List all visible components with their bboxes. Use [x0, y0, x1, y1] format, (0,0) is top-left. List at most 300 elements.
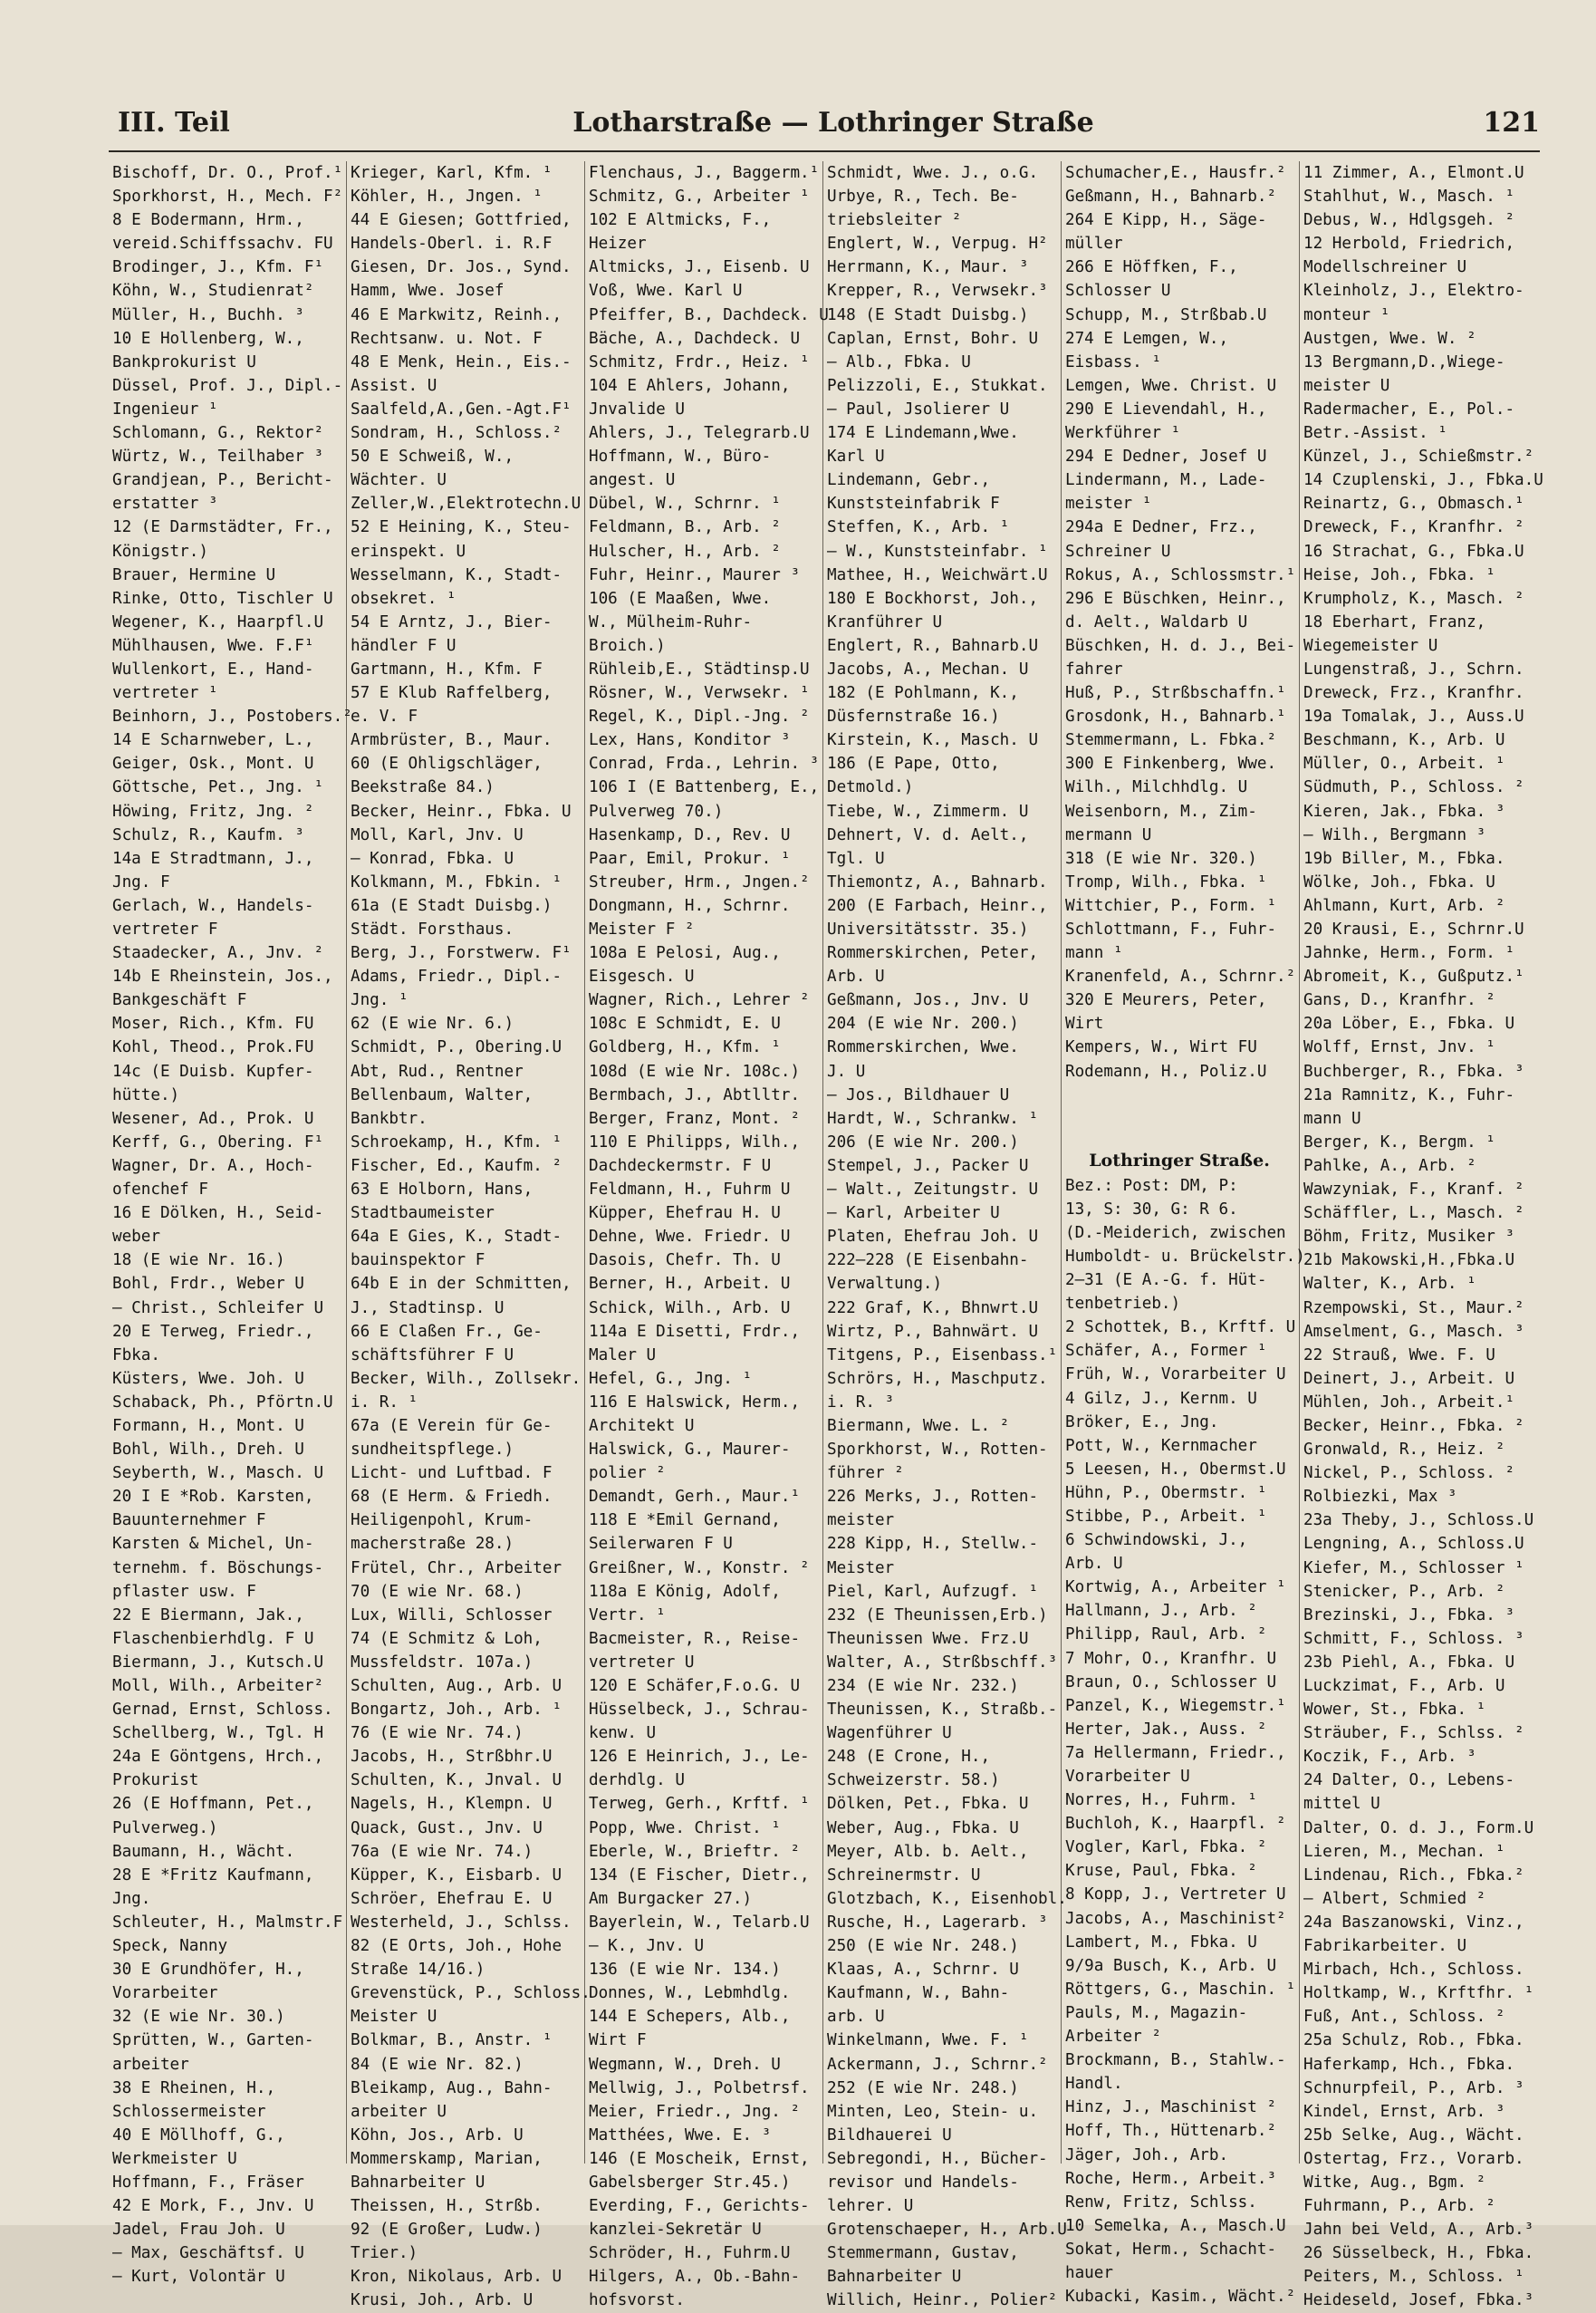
directory-entry: Dasois, Chefr. Th. U: [589, 1251, 781, 1270]
directory-entry: Altmicks, J., Eisenb. U: [589, 258, 810, 277]
directory-entry: Theunissen, K., Straßb.-: [827, 1701, 1058, 1720]
directory-entry: Berner, H., Arbeit. U: [589, 1275, 791, 1294]
directory-entry: Kron, Nikolaus, Arb. U: [351, 2268, 562, 2287]
directory-entry: Huß, P., Strßbschaffn.¹: [1065, 684, 1286, 703]
directory-entry: Geßmann, Jos., Jnv. U: [827, 991, 1029, 1010]
directory-entry: e. V. F: [351, 708, 418, 727]
directory-entry: 57 E Klub Raffelberg,: [351, 684, 553, 703]
directory-entry: Müller, O., Arbeit. ¹: [1303, 755, 1505, 774]
directory-entry: Fbka.: [112, 1345, 160, 1364]
directory-entry: Dreweck, Frz., Kranfhr.: [1303, 684, 1524, 703]
directory-entry: Urbye, R., Tech. Be-: [827, 188, 1019, 207]
directory-entry: Herter, Jak., Auss. ²: [1065, 1720, 1267, 1739]
directory-entry: 248 (E Crone, H.,: [827, 1748, 991, 1767]
directory-entry: Tiebe, W., Zimmerm. U: [827, 802, 1029, 821]
part-label: III. Teil: [118, 107, 230, 139]
directory-entry: Trier.): [351, 2244, 418, 2263]
directory-entry: 296 E Büschken, Heinr.,: [1065, 589, 1286, 608]
directory-entry: Pfeiffer, B., Dachdeck. U: [589, 305, 829, 324]
directory-entry: Kiefer, M., Schlosser ¹: [1303, 1558, 1524, 1577]
directory-entry: Streuber, Hrm., Jngen.²: [589, 872, 810, 891]
directory-entry: 9/9a Busch, K., Arb. U: [1065, 1956, 1277, 1975]
directory-entry: Bermbach, J., Abtlltr.: [589, 1085, 801, 1104]
directory-entry: 13 Bergmann,D.,Wiege-: [1303, 352, 1505, 371]
directory-entry: Rommerskirchen, Wwe.: [827, 1038, 1019, 1057]
section-title: Lothringer Straße.: [1089, 1150, 1270, 1171]
directory-entry: Sporkhorst, H., Mech. F²: [112, 188, 343, 207]
directory-entry: Hardt, W., Schrankw. ¹: [827, 1109, 1039, 1128]
directory-entry: Vertr. ¹: [589, 1605, 666, 1624]
directory-entry: 25b Selke, Aug., Wächt.: [1303, 2125, 1524, 2144]
directory-entry: Wirt: [1065, 1015, 1104, 1034]
directory-entry: Hasenkamp, D., Rev. U: [589, 825, 791, 844]
directory-entry: Fischer, Ed., Kaufm. ²: [351, 1156, 562, 1175]
directory-entry: Dölken, Pet., Fbka. U: [827, 1795, 1029, 1814]
directory-entry: Karl U: [827, 448, 885, 467]
directory-entry: Kunststeinfabrik F: [827, 495, 1000, 514]
directory-entry: — Karl, Arbeiter U: [827, 1204, 1000, 1223]
directory-entry: Mühlen, Joh., Arbeit.¹: [1303, 1393, 1515, 1412]
directory-entry: Dreweck, F., Kranfhr. ²: [1303, 518, 1524, 537]
directory-entry: 62 (E wie Nr. 6.): [351, 1015, 514, 1034]
directory-entry: Stempel, J., Packer U: [827, 1156, 1029, 1175]
directory-entry: Renw, Fritz, Schlss.: [1065, 2193, 1257, 2212]
directory-entry: Ackermann, J., Schrnr.²: [827, 2055, 1048, 2074]
directory-entry: Jacobs, A., Mechan. U: [827, 660, 1029, 679]
directory-entry: 23b Piehl, A., Fbka. U: [1303, 1653, 1515, 1672]
directory-entry: Bayerlein, W., Telarb.U: [589, 1913, 810, 1932]
directory-entry: — Christ., Schleifer U: [112, 1298, 324, 1317]
directory-entry: Dehnert, V. d. Aelt.,: [827, 825, 1029, 844]
directory-entry: 28 E *Fritz Kaufmann,: [112, 1865, 314, 1884]
directory-entry: Dehne, Wwe. Friedr. U: [589, 1228, 791, 1247]
directory-entry: 120 E Schäfer,F.o.G. U: [589, 1677, 801, 1695]
directory-entry: 7 Mohr, O., Kranfhr. U: [1065, 1649, 1277, 1668]
directory-entry: Rokus, A., Schlossmstr.¹: [1065, 565, 1296, 584]
directory-entry: Geßmann, H., Bahnarb.²: [1065, 188, 1277, 207]
directory-entry: Ingenieur ¹: [112, 400, 218, 419]
directory-entry: Wower, St., Fbka. ¹: [1303, 1701, 1486, 1720]
directory-entry: Königstr.): [112, 542, 208, 561]
directory-entry: schäftsführer F U: [351, 1345, 514, 1364]
directory-entry: Krieger, Karl, Kfm. ¹: [351, 164, 553, 182]
directory-entry: 2—31 (E A.-G. f. Hüt-: [1065, 1271, 1267, 1290]
directory-entry: Stemmermann, L. Fbka.²: [1065, 731, 1277, 750]
directory-entry: 16 E Dölken, H., Seid-: [112, 1204, 324, 1223]
directory-entry: Schmitt, F., Schloss. ³: [1303, 1629, 1524, 1648]
directory-entry: Grevenstück, P., Schloss.: [351, 1984, 591, 2003]
directory-entry: Matthées, Wwe. E. ³: [589, 2125, 772, 2144]
directory-entry: Düsfernstraße 16.): [827, 708, 1000, 727]
directory-entry: Dalter, O. d. J., Form.U: [1303, 1818, 1534, 1837]
directory-entry: Lux, Willi, Schlosser: [351, 1605, 553, 1624]
directory-entry: Eisgesch. U: [589, 968, 695, 987]
directory-entry: Reinartz, G., Obmasch.¹: [1303, 495, 1524, 514]
directory-entry: Stahlhut, W., Masch. ¹: [1303, 188, 1515, 207]
directory-entry: Schäfer, A., Former ¹: [1065, 1342, 1267, 1361]
directory-entry: bauinspektor F: [351, 1251, 486, 1270]
directory-entry: Jnvalide U: [589, 400, 685, 419]
directory-entry: Schulz, R., Kaufm. ³: [112, 825, 304, 844]
directory-entry: Höwing, Fritz, Jng. ²: [112, 802, 314, 821]
directory-entry: Bez.: Post: DM, P:: [1065, 1176, 1238, 1195]
directory-entry: Theunissen Wwe. Frz.U: [827, 1629, 1029, 1648]
directory-entry: Regel, K., Dipl.-Jng. ²: [589, 708, 810, 727]
directory-entry: Nagels, H., Klempn. U: [351, 1795, 553, 1814]
directory-entry: Schmidt, Wwe. J., o.G.: [827, 164, 1039, 182]
directory-entry: meister U: [1303, 376, 1390, 395]
directory-entry: 67a (E Verein für Ge-: [351, 1416, 553, 1435]
directory-entry: 48 E Menk, Hein., Eis.-: [351, 352, 572, 371]
directory-entry: Bankgeschäft F: [112, 991, 247, 1010]
directory-entry: meister ¹: [1065, 495, 1152, 514]
directory-entry: Pahlke, A., Arb. ²: [1303, 1156, 1476, 1175]
directory-entry: Wesselmann, K., Stadt-: [351, 565, 562, 584]
directory-entry: Frütel, Chr., Arbeiter: [351, 1558, 562, 1577]
directory-entry: Küpper, Ehefrau H. U: [589, 1204, 781, 1223]
directory-entry: mermann U: [1065, 825, 1152, 844]
directory-entry: 19b Biller, M., Fbka.: [1303, 849, 1505, 868]
directory-entry: 74 (E Schmitz & Loh,: [351, 1629, 543, 1648]
directory-entry: Fuhrmann, P., Arb. ²: [1303, 2197, 1495, 2216]
column-1: [109, 161, 352, 2287]
directory-entry: Ahlmann, Kurt, Arb. ²: [1303, 896, 1505, 915]
directory-entry: Lindermann, M., Lade-: [1065, 471, 1267, 490]
directory-entry: Brockmann, B., Stahlw.-: [1065, 2051, 1286, 2070]
directory-entry: Hulscher, H., Arb. ²: [589, 542, 781, 561]
directory-entry: Hühn, P., Obermstr. ¹: [1065, 1483, 1267, 1502]
directory-entry: Hoffmann, W., Büro-: [589, 448, 772, 467]
directory-entry: 24a Baszanowski, Vinz.,: [1303, 1913, 1524, 1932]
directory-entry: Hoff, Th., Hüttenarb.²: [1065, 2122, 1277, 2141]
directory-entry: 294 E Dedner, Josef U: [1065, 448, 1267, 467]
directory-entry: W., Mülheim-Ruhr-: [589, 612, 753, 631]
directory-entry: Rzempowski, St., Maur.²: [1303, 1298, 1524, 1317]
directory-entry: hütte.): [112, 1085, 180, 1104]
directory-entry: derhdlg. U: [589, 1771, 685, 1790]
directory-entry: ternehm. f. Böschungs-: [112, 1558, 324, 1577]
directory-entry: Tromp, Wilh., Fbka. ¹: [1065, 872, 1267, 891]
directory-entry: Platen, Ehefrau Joh. U: [827, 1228, 1039, 1247]
directory-entry: Betr.-Assist. ¹: [1303, 424, 1447, 443]
directory-entry: Peiters, M., Schloss. ¹: [1303, 2268, 1524, 2287]
directory-entry: — Konrad, Fbka. U: [351, 849, 514, 868]
directory-entry: Bellenbaum, Walter,: [351, 1085, 534, 1104]
directory-entry: 136 (E wie Nr. 134.): [589, 1961, 781, 1980]
directory-entry: Buchloh, K., Haarpfl. ²: [1065, 1815, 1286, 1834]
directory-entry: Sprütten, W., Garten-: [112, 2031, 314, 2050]
directory-entry: 76 (E wie Nr. 74.): [351, 1724, 524, 1743]
directory-entry: Früh, W., Vorarbeiter U: [1065, 1365, 1286, 1384]
directory-entry: Quack, Gust., Jnv. U: [351, 1818, 543, 1837]
directory-entry: d. Aelt., Waldarb U: [1065, 612, 1248, 631]
directory-entry: vertreter U: [589, 1653, 695, 1672]
column-6: [1300, 161, 1543, 2310]
directory-entry: i. R. ¹: [351, 1393, 418, 1412]
directory-entry: Lindenau, Rich., Fbka.²: [1303, 1865, 1524, 1884]
directory-entry: Moll, Karl, Jnv. U: [351, 825, 524, 844]
directory-entry: 68 (E Herm. & Friedh.: [351, 1488, 553, 1507]
directory-entry: Berger, K., Bergm. ¹: [1303, 1132, 1495, 1152]
directory-entry: Gabelsberger Str.45.): [589, 2173, 791, 2192]
directory-entry: Schellberg, W., Tgl. H: [112, 1724, 324, 1743]
directory-entry: Minten, Leo, Stein- u.: [827, 2102, 1039, 2121]
directory-entry: Meyer, Alb. b. Aelt.,: [827, 1842, 1029, 1861]
directory-entry: Walter, K., Arb. ¹: [1303, 1275, 1476, 1294]
directory-entry: Wagner, Rich., Lehrer ²: [589, 991, 810, 1010]
directory-entry: 52 E Heining, K., Steu-: [351, 518, 572, 537]
directory-entry: 226 Merks, J., Rotten-: [827, 1488, 1039, 1507]
directory-entry: Krepper, R., Verwsekr.³: [827, 282, 1048, 301]
directory-entry: 60 (E Ohligschläger,: [351, 755, 543, 774]
directory-entry: Ahlers, J., Telegrarb.U: [589, 424, 810, 443]
directory-entry: Grandjean, P., Bericht-: [112, 471, 333, 490]
directory-entry: Berg, J., Forstwerw. F¹: [351, 944, 572, 963]
directory-entry: Eisbass. ¹: [1065, 352, 1161, 371]
directory-entry: Modellschreiner U: [1303, 258, 1467, 277]
directory-entry: Deinert, J., Arbeit. U: [1303, 1369, 1515, 1388]
directory-entry: arbeiter U: [351, 2102, 447, 2121]
directory-entry: 320 E Meurers, Peter,: [1065, 991, 1267, 1010]
directory-entry: Herrmann, K., Maur. ³: [827, 258, 1029, 277]
directory-entry: Wegener, K., Haarpfl.U: [112, 612, 324, 631]
directory-entry: Schlottmann, F., Fuhr-: [1065, 920, 1277, 939]
directory-entry: 144 E Schepers, Alb.,: [589, 2008, 791, 2027]
directory-entry: Kieren, Jak., Fbka. ³: [1303, 802, 1505, 821]
directory-entry: — Alb., Fbka. U: [827, 352, 971, 371]
directory-entry: 32 (E wie Nr. 30.): [112, 2008, 285, 2027]
directory-entry: Terweg, Gerh., Krftf. ¹: [589, 1795, 810, 1814]
directory-entry: Schmidt, P., Obering.U: [351, 1038, 562, 1057]
directory-entry: — Kurt, Volontär U: [112, 2268, 285, 2287]
directory-entry: Radermacher, E., Pol.-: [1303, 400, 1515, 419]
directory-entry: — Walt., Zeitungstr. U: [827, 1181, 1039, 1200]
directory-entry: Wirtz, P., Bahnwärt. U: [827, 1322, 1039, 1341]
directory-entry: Speck, Nanny: [112, 1937, 228, 1956]
directory-entry: Handl.: [1065, 2075, 1123, 2094]
directory-entry: Köhn, W., Studienrat²: [112, 282, 314, 301]
directory-entry: 104 E Ahlers, Johann,: [589, 376, 791, 395]
directory-entry: 76a (E wie Nr. 74.): [351, 1842, 534, 1861]
directory-entry: 118a E König, Adolf,: [589, 1582, 781, 1601]
directory-entry: 26 (E Hoffmann, Pet.,: [112, 1795, 314, 1814]
directory-entry: 294a E Dedner, Frz.,: [1065, 518, 1257, 537]
directory-entry: obsekret. ¹: [351, 589, 457, 608]
directory-entry: Weber, Aug., Fbka. U: [827, 1818, 1019, 1837]
directory-entry: 64a E Gies, K., Stadt-: [351, 1228, 562, 1247]
directory-entry: Schreinermstr. U: [827, 1865, 981, 1884]
directory-entry: 10 Semelka, A., Masch.U: [1065, 2216, 1286, 2235]
directory-entry: Bacmeister, R., Reise-: [589, 1629, 801, 1648]
directory-entry: 134 (E Fischer, Dietr.,: [589, 1865, 810, 1884]
directory-entry: Winkelmann, Wwe. F. ¹: [827, 2031, 1029, 2050]
directory-entry: Greißner, W., Konstr. ²: [589, 1558, 810, 1577]
directory-entry: 116 E Halswick, Herm.,: [589, 1393, 801, 1412]
directory-entry: Rusche, H., Lagerarb. ³: [827, 1913, 1048, 1932]
directory-entry: 21b Makowski,H.,Fbka.U: [1303, 1251, 1515, 1270]
directory-entry: Hilgers, A., Ob.-Bahn-: [589, 2268, 801, 2287]
directory-entry: Lengning, A., Schloss.U: [1303, 1535, 1524, 1554]
directory-entry: Becker, Heinr., Fbka. U: [351, 802, 572, 821]
directory-entry: kanzlei-Sekretär U: [589, 2221, 762, 2240]
directory-entry: 118 E *Emil Gernand,: [589, 1511, 781, 1530]
directory-entry: — Albert, Schmied ²: [1303, 1889, 1486, 1908]
directory-entry: 300 E Finkenberg, Wwe.: [1065, 755, 1277, 774]
directory-entry: Bohl, Frdr., Weber U: [112, 1275, 304, 1294]
directory-entry: 110 E Philipps, Wilh.,: [589, 1132, 801, 1152]
directory-entry: Klaas, A., Schrnr. U: [827, 1961, 1019, 1980]
directory-entry: Sporkhorst, W., Rotten-: [827, 1441, 1048, 1460]
directory-entry: Handels-Oberl. i. R.F: [351, 235, 553, 254]
directory-entry: Krumpholz, K., Masch. ²: [1303, 589, 1524, 608]
directory-entry: 180 E Bockhorst, Joh.,: [827, 589, 1039, 608]
directory-entry: müller: [1065, 235, 1123, 254]
directory-entry: 232 (E Theunissen,Erb.): [827, 1605, 1048, 1624]
directory-entry: Tgl. U: [827, 849, 885, 868]
directory-entry: führer ²: [827, 1464, 904, 1483]
directory-entry: — Wilh., Bergmann ³: [1303, 825, 1486, 844]
directory-entry: polier ²: [589, 1464, 666, 1483]
directory-entry: i. R. ³: [827, 1393, 895, 1412]
directory-entry: Hüsselbeck, J., Schrau-: [589, 1701, 810, 1720]
directory-entry: Adams, Friedr., Dipl.-: [351, 968, 562, 987]
directory-entry: Paar, Emil, Prokur. ¹: [589, 849, 791, 868]
directory-entry: 82 (E Orts, Joh., Hohe: [351, 1937, 562, 1956]
directory-entry: Jahnke, Herm., Form. ¹: [1303, 944, 1515, 963]
directory-entry: Pelizzoli, E., Stukkat.: [827, 376, 1048, 395]
directory-entry: Böhm, Fritz, Musiker ³: [1303, 1228, 1515, 1247]
directory-entry: Bauunternehmer F: [112, 1511, 266, 1530]
directory-entry: hauer: [1065, 2263, 1113, 2282]
directory-entry: 42 E Mork, F., Jnv. U: [112, 2197, 314, 2216]
directory-entry: 19a Tomalak, J., Auss.U: [1303, 708, 1524, 727]
page-number: 121: [1483, 107, 1540, 139]
directory-entry: Kleinholz, J., Elektro-: [1303, 282, 1524, 301]
directory-entry: Küsters, Wwe. Joh. U: [112, 1369, 304, 1388]
directory-entry: 228 Kipp, H., Stellw.-: [827, 1535, 1039, 1554]
directory-entry: Brauer, Hermine U: [112, 565, 276, 584]
directory-entry: 250 (E wie Nr. 248.): [827, 1937, 1019, 1956]
directory-entry: Kortwig, A., Arbeiter ¹: [1065, 1578, 1286, 1597]
directory-entry: 61a (E Stadt Duisbg.): [351, 896, 553, 915]
directory-entry: Biermann, Wwe. L. ²: [827, 1416, 1010, 1435]
directory-entry: Fabrikarbeiter. U: [1303, 1937, 1467, 1956]
directory-entry: 14 Czuplenski, J., Fbka.U: [1303, 471, 1543, 490]
page-header: [109, 107, 1540, 147]
directory-entry: Jng.: [112, 1889, 151, 1908]
directory-entry: Künzel, J., Schießmstr.²: [1303, 448, 1534, 467]
header-rule: [109, 150, 1540, 152]
directory-entry: 54 E Arntz, J., Bier-: [351, 612, 553, 631]
directory-entry: Schlossermeister: [112, 2102, 266, 2121]
directory-entry: Amselment, G., Masch. ³: [1303, 1322, 1524, 1341]
directory-entry: Koczik, F., Arb. ³: [1303, 1748, 1476, 1767]
directory-entry: 92 (E Großer, Ludw.): [351, 2221, 543, 2240]
directory-entry: Stadtbaumeister: [351, 1204, 495, 1223]
directory-entry: Wächter. U: [351, 471, 447, 490]
directory-entry: Mommerskamp, Marian,: [351, 2149, 543, 2168]
directory-entry: Kolkmann, M., Fbkin. ¹: [351, 872, 562, 891]
directory-entry: 16 Strachat, G., Fbka.U: [1303, 542, 1524, 561]
directory-entry: 222 Graf, K., Bhnwrt.U: [827, 1298, 1039, 1317]
directory-entry: Baumann, H., Wächt.: [112, 1842, 295, 1861]
directory-entry: Gronwald, R., Heiz. ²: [1303, 1441, 1505, 1460]
directory-entry: Kerff, G., Obering. F¹: [112, 1132, 324, 1152]
directory-entry: mittel U: [1303, 1795, 1380, 1814]
directory-entry: Holtkamp, W., Krftfhr. ¹: [1303, 1984, 1534, 2003]
directory-entry: 30 E Grundhöfer, H.,: [112, 1961, 304, 1980]
directory-entry: tenbetrieb.): [1065, 1295, 1181, 1314]
directory-entry: Grotenschaeper, H., Arb.U: [827, 2221, 1067, 2240]
directory-entry: 200 (E Farbach, Heinr.,: [827, 896, 1048, 915]
directory-entry: Panzel, K., Wiegemstr.¹: [1065, 1696, 1286, 1715]
spacer: [1065, 1107, 1293, 1131]
directory-entry: Moll, Wilh., Arbeiter²: [112, 1677, 324, 1695]
directory-entry: Schroekamp, H., Kfm. ¹: [351, 1132, 562, 1152]
directory-entry: Brodinger, J., Kfm. F¹: [112, 258, 324, 277]
directory-entry: Buchberger, R., Fbka. ³: [1303, 1062, 1524, 1081]
directory-entry: 21a Ramnitz, K., Fuhr-: [1303, 1085, 1515, 1104]
directory-entry: Rühleib,E., Städtinsp.U: [589, 660, 810, 679]
directory-entry: monteur ¹: [1303, 305, 1390, 324]
directory-entry: Austgen, Wwe. W. ²: [1303, 329, 1476, 348]
directory-entry: 64b E in der Schmitten,: [351, 1275, 572, 1294]
directory-entry: 264 E Kipp, H., Säge-: [1065, 211, 1267, 230]
directory-entry: vertreter ¹: [112, 684, 218, 703]
directory-entry: Geiger, Osk., Mont. U: [112, 755, 314, 774]
directory-entry: Seilerwaren F U: [589, 1535, 733, 1554]
directory-entry: Mirbach, Hch., Schloss.: [1303, 1961, 1524, 1980]
directory-entry: Ostertag, Frz., Vorarb.: [1303, 2149, 1524, 2168]
directory-entry: 66 E Claßen Fr., Ge-: [351, 1322, 543, 1341]
directory-entry: Broich.): [589, 636, 666, 655]
directory-entry: Wittchier, P., Form. ¹: [1065, 896, 1277, 915]
directory-entry: Philipp, Raul, Arb. ²: [1065, 1625, 1267, 1644]
directory-entry: Schick, Wilh., Arb. U: [589, 1298, 791, 1317]
directory-entry: Maler U: [589, 1345, 657, 1364]
directory-entry: 108c E Schmidt, E. U: [589, 1015, 781, 1034]
directory-entry: Schäffler, L., Masch. ²: [1303, 1204, 1524, 1223]
directory-entry: Bankbtr.: [351, 1109, 428, 1128]
directory-entry: Kindel, Ernst, Arb. ³: [1303, 2102, 1505, 2121]
directory-entry: Hefel, G., Jng. ¹: [589, 1369, 753, 1388]
directory-entry: Jacobs, H., Strßbhr.U: [351, 1748, 553, 1767]
directory-entry: Schnurpfeil, P., Arb. ³: [1303, 2078, 1524, 2097]
directory-entry: 20 I E *Rob. Karsten,: [112, 1488, 314, 1507]
directory-entry: Bongartz, Joh., Arb. ¹: [351, 1701, 562, 1720]
directory-entry: Arb. U: [827, 968, 885, 987]
directory-entry: Braun, O., Schlosser U: [1065, 1672, 1277, 1691]
directory-entry: angest. U: [589, 471, 676, 490]
directory-entry: Abt, Rud., Rentner: [351, 1062, 524, 1081]
directory-entry: 11 Zimmer, A., Elmont.U: [1303, 164, 1524, 182]
directory-entry: Karsten & Michel, Un-: [112, 1535, 314, 1554]
directory-entry: Hinz, J., Maschinist ²: [1065, 2098, 1277, 2117]
directory-entry: Licht- und Luftbad. F: [351, 1464, 553, 1483]
directory-entry: Titgens, P., Eisenbass.¹: [827, 1345, 1058, 1364]
directory-entry: 25a Schulz, Rob., Fbka.: [1303, 2031, 1524, 2050]
directory-entry: Wegmann, W., Dreh. U: [589, 2055, 781, 2074]
directory-entry: Wiegemeister U: [1303, 636, 1438, 655]
directory-entry: Kempers, W., Wirt FU: [1065, 1038, 1257, 1057]
directory-entry: Kranenfeld, A., Schrnr.²: [1065, 968, 1296, 987]
directory-entry: Bischoff, Dr. O., Prof.¹: [112, 164, 343, 182]
directory-entry: Thiemontz, A., Bahnarb.: [827, 872, 1048, 891]
directory-entry: Meier, Friedr., Jng. ²: [589, 2102, 801, 2121]
directory-entry: 290 E Lievendahl, H.,: [1065, 400, 1267, 419]
directory-entry: Stibbe, P., Arbeit. ¹: [1065, 1507, 1267, 1526]
directory-entry: Wolff, Ernst, Jnv. ¹: [1303, 1038, 1495, 1057]
